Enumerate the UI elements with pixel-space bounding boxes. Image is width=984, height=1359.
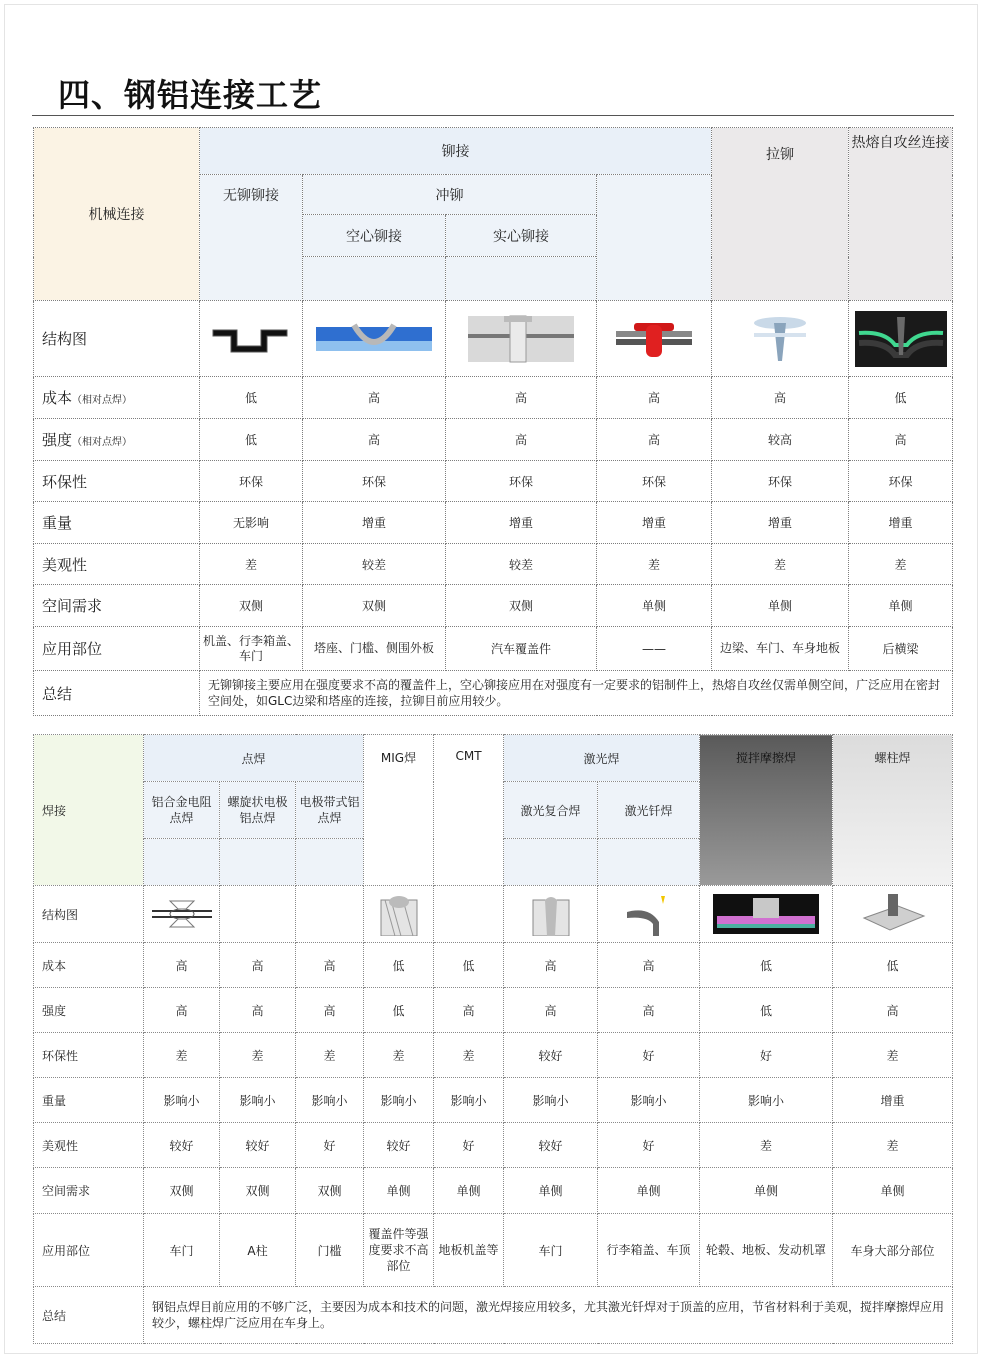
row-label-space: 空间需求 bbox=[34, 585, 200, 627]
cell: 高 bbox=[446, 377, 597, 419]
cell: 门槛 bbox=[296, 1214, 364, 1287]
hollow-rivet-diagram-icon bbox=[314, 319, 434, 359]
cell: 影响小 bbox=[598, 1078, 700, 1123]
cell: 较差 bbox=[303, 544, 446, 585]
diagram-al-spot bbox=[144, 886, 220, 943]
cell: 较好 bbox=[220, 1123, 296, 1168]
cell: 双侧 bbox=[200, 585, 303, 627]
row-label-application: 应用部位 bbox=[34, 627, 200, 671]
diagram-hollow-rivet bbox=[303, 301, 446, 377]
cell: 双侧 bbox=[220, 1168, 296, 1214]
cell: 高 bbox=[504, 988, 598, 1033]
header-spiral-electrode: 螺旋状电极铝点焊 bbox=[220, 782, 296, 839]
welding-summary: 钢铝点焊目前应用的不够广泛，主要因为成本和技术的问题，激光焊接应用较多，尤其激光钎焊对于顶盖的应用，节省材料利于美观，搅拌摩擦焊应用较少，螺柱焊广泛应用在车身上。 bbox=[144, 1287, 953, 1344]
diagram-spiral bbox=[220, 886, 296, 943]
cell: 高 bbox=[833, 988, 953, 1033]
cell: 影响小 bbox=[434, 1078, 504, 1123]
cell: 高 bbox=[597, 419, 712, 461]
cell: 好 bbox=[700, 1033, 833, 1078]
cell: 单侧 bbox=[598, 1168, 700, 1214]
cell: 高 bbox=[296, 988, 364, 1033]
row-label-appearance: 美观性 bbox=[34, 544, 200, 585]
cell: 环保 bbox=[712, 461, 849, 502]
cell: 差 bbox=[200, 544, 303, 585]
cell: 塔座、门槛、侧围外板 bbox=[303, 627, 446, 671]
header-stud: 螺柱焊 bbox=[833, 735, 953, 886]
header-hollow-blank bbox=[303, 257, 446, 301]
cell: 好 bbox=[434, 1123, 504, 1168]
row-label-environment: 环保性 bbox=[34, 461, 200, 502]
laser-braze-diagram-icon bbox=[625, 892, 673, 936]
header-friction-stir: 搅拌摩擦焊 bbox=[700, 735, 833, 886]
cell: 高 bbox=[434, 988, 504, 1033]
cell: 车门 bbox=[504, 1214, 598, 1287]
cell: 高 bbox=[296, 943, 364, 988]
cell: 车身大部分部位 bbox=[833, 1214, 953, 1287]
row-label-space: 空间需求 bbox=[34, 1168, 144, 1214]
header-tape-electrode: 电极带式铝点焊 bbox=[296, 782, 364, 839]
diagram-mig bbox=[364, 886, 434, 943]
cell: 好 bbox=[598, 1033, 700, 1078]
cell: 低 bbox=[833, 943, 953, 988]
cell: 环保 bbox=[597, 461, 712, 502]
cell: 影响小 bbox=[364, 1078, 434, 1123]
row-note: （相对点焊） bbox=[72, 395, 133, 406]
header-blank bbox=[220, 839, 296, 886]
cell: 环保 bbox=[446, 461, 597, 502]
cell: 影响小 bbox=[700, 1078, 833, 1123]
row-label-strength: 强度（相对点焊） bbox=[34, 419, 200, 461]
cell: 高 bbox=[220, 943, 296, 988]
cell: 高 bbox=[504, 943, 598, 988]
cell: 高 bbox=[144, 943, 220, 988]
diagram-stud bbox=[833, 886, 953, 943]
cell: 高 bbox=[849, 419, 953, 461]
cell: 覆盖件等强度要求不高部位 bbox=[364, 1214, 434, 1287]
cell: 较好 bbox=[504, 1033, 598, 1078]
cell: 汽车覆盖件 bbox=[446, 627, 597, 671]
cell: 低 bbox=[700, 943, 833, 988]
friction-stir-diagram-icon bbox=[713, 894, 819, 934]
cell: 增重 bbox=[849, 502, 953, 544]
cell: 低 bbox=[434, 943, 504, 988]
cell: 增重 bbox=[833, 1078, 953, 1123]
mechanical-category: 机械连接 bbox=[34, 128, 200, 301]
cell: 影响小 bbox=[220, 1078, 296, 1123]
cell: 双侧 bbox=[296, 1168, 364, 1214]
cell: 低 bbox=[200, 377, 303, 419]
cell: 增重 bbox=[303, 502, 446, 544]
header-punch-rivet: 冲铆 bbox=[303, 175, 597, 215]
header-blank bbox=[597, 175, 712, 301]
cell: 轮毂、地板、发动机罩 bbox=[700, 1214, 833, 1287]
header-blank bbox=[504, 839, 598, 886]
diagram-cmt bbox=[434, 886, 504, 943]
cell: 高 bbox=[303, 377, 446, 419]
cell: 较好 bbox=[144, 1123, 220, 1168]
laser-hybrid-diagram-icon bbox=[531, 892, 571, 936]
cell: 后横梁 bbox=[849, 627, 953, 671]
cell: 行李箱盖、车顶 bbox=[598, 1214, 700, 1287]
cell: 较好 bbox=[364, 1123, 434, 1168]
cell: 增重 bbox=[597, 502, 712, 544]
cell: 好 bbox=[598, 1123, 700, 1168]
cell: 影响小 bbox=[296, 1078, 364, 1123]
cell: 高 bbox=[446, 419, 597, 461]
header-al-resistance-spot: 铝合金电阻点焊 bbox=[144, 782, 220, 839]
diagram-laser-braze bbox=[598, 886, 700, 943]
header-mig: MIG焊 bbox=[364, 735, 434, 886]
cell: 单侧 bbox=[434, 1168, 504, 1214]
cell: 高 bbox=[712, 377, 849, 419]
cell: 低 bbox=[849, 377, 953, 419]
header-spot-weld: 点焊 bbox=[144, 735, 364, 782]
cell: 无影响 bbox=[200, 502, 303, 544]
cell: 高 bbox=[303, 419, 446, 461]
cell: 高 bbox=[598, 988, 700, 1033]
cell: 差 bbox=[833, 1033, 953, 1078]
cell: 双侧 bbox=[446, 585, 597, 627]
header-flow-drill-screw: 热熔自攻丝连接 bbox=[849, 128, 953, 301]
row-label-summary: 总结 bbox=[34, 671, 200, 716]
cell: 差 bbox=[833, 1123, 953, 1168]
cell: 低 bbox=[364, 988, 434, 1033]
cell: 车门 bbox=[144, 1214, 220, 1287]
cell: 较差 bbox=[446, 544, 597, 585]
header-blank bbox=[144, 839, 220, 886]
mechanical-summary: 无铆铆接主要应用在强度要求不高的覆盖件上，空心铆接应用在对强度有一定要求的铝制件上，热熔自攻丝仅需单侧空间，广泛应用在密封空间处，如GLC边梁和塔座的连接，拉铆目前应用较少。 bbox=[200, 671, 953, 716]
header-blind-rivet: 拉铆 bbox=[712, 128, 849, 301]
cell: 高 bbox=[598, 943, 700, 988]
diagram-solid-rivet bbox=[446, 301, 597, 377]
cell: 好 bbox=[296, 1123, 364, 1168]
cell: 高 bbox=[597, 377, 712, 419]
header-cmt: CMT bbox=[434, 735, 504, 886]
blind-rivet-diagram-icon bbox=[614, 317, 694, 361]
row-label-structure: 结构图 bbox=[34, 301, 200, 377]
row-label-application: 应用部位 bbox=[34, 1214, 144, 1287]
cell: 环保 bbox=[303, 461, 446, 502]
cell: 增重 bbox=[446, 502, 597, 544]
header-solid-rivet: 实心铆接 bbox=[446, 215, 597, 257]
header-solid-blank bbox=[446, 257, 597, 301]
header-laser-hybrid: 激光复合焊 bbox=[504, 782, 598, 839]
cell: 机盖、行李箱盖、车门 bbox=[200, 627, 303, 671]
diagram-clinch bbox=[200, 301, 303, 377]
header-blank bbox=[598, 839, 700, 886]
cell: 单侧 bbox=[504, 1168, 598, 1214]
cell: 双侧 bbox=[303, 585, 446, 627]
row-label-cost: 成本（相对点焊） bbox=[34, 377, 200, 419]
cell: 差 bbox=[712, 544, 849, 585]
row-label-structure: 结构图 bbox=[34, 886, 144, 943]
cell: 差 bbox=[144, 1033, 220, 1078]
page-title: 四、钢铝连接工艺 bbox=[58, 76, 323, 114]
diagram-flow-drill-screw bbox=[712, 301, 849, 377]
high-speed-nail-diagram-icon bbox=[855, 311, 947, 367]
flow-drill-screw-diagram-icon bbox=[740, 309, 820, 369]
cell: 单侧 bbox=[849, 585, 953, 627]
cell: 地板机盖等 bbox=[434, 1214, 504, 1287]
cell: 差 bbox=[700, 1123, 833, 1168]
diagram-friction-stir bbox=[700, 886, 833, 943]
row-label-environment: 环保性 bbox=[34, 1033, 144, 1078]
cell: 环保 bbox=[200, 461, 303, 502]
cell: 影响小 bbox=[504, 1078, 598, 1123]
cell: 低 bbox=[200, 419, 303, 461]
header-rivet: 铆接 bbox=[200, 128, 712, 175]
row-label-strength: 强度 bbox=[34, 988, 144, 1033]
spot-weld-diagram-icon bbox=[150, 899, 214, 929]
header-hollow-rivet: 空心铆接 bbox=[303, 215, 446, 257]
header-laser-braze: 激光钎焊 bbox=[598, 782, 700, 839]
solid-rivet-diagram-icon bbox=[466, 312, 576, 366]
clinch-diagram-icon bbox=[211, 322, 291, 356]
title-divider bbox=[32, 115, 954, 116]
stud-weld-diagram-icon bbox=[858, 892, 928, 936]
welding-category: 焊接 bbox=[34, 735, 144, 886]
cell: 差 bbox=[849, 544, 953, 585]
cell: 低 bbox=[364, 943, 434, 988]
cell: 影响小 bbox=[144, 1078, 220, 1123]
diagram-high-speed-nail bbox=[849, 301, 953, 377]
diagram-laser-hybrid bbox=[504, 886, 598, 943]
cell: 双侧 bbox=[144, 1168, 220, 1214]
cell: 单侧 bbox=[712, 585, 849, 627]
cell: 增重 bbox=[712, 502, 849, 544]
cell: 差 bbox=[296, 1033, 364, 1078]
cell: 差 bbox=[364, 1033, 434, 1078]
row-label-weight: 重量 bbox=[34, 502, 200, 544]
cell: 较高 bbox=[712, 419, 849, 461]
header-clinching: 无铆铆接 bbox=[200, 175, 303, 301]
cell: 差 bbox=[597, 544, 712, 585]
diagram-tape bbox=[296, 886, 364, 943]
cell: A柱 bbox=[220, 1214, 296, 1287]
row-label-weight: 重量 bbox=[34, 1078, 144, 1123]
row-label-appearance: 美观性 bbox=[34, 1123, 144, 1168]
cell: 低 bbox=[700, 988, 833, 1033]
cell: 差 bbox=[434, 1033, 504, 1078]
diagram-blind-rivet bbox=[597, 301, 712, 377]
cell: 高 bbox=[220, 988, 296, 1033]
cell: —— bbox=[597, 627, 712, 671]
cell: 差 bbox=[220, 1033, 296, 1078]
header-blank bbox=[296, 839, 364, 886]
cell: 较好 bbox=[504, 1123, 598, 1168]
row-label-cost: 成本 bbox=[34, 943, 144, 988]
row-label-summary: 总结 bbox=[34, 1287, 144, 1344]
cell: 单侧 bbox=[597, 585, 712, 627]
cell: 单侧 bbox=[700, 1168, 833, 1214]
mig-weld-diagram-icon bbox=[379, 892, 419, 936]
cell: 单侧 bbox=[364, 1168, 434, 1214]
header-laser: 激光焊 bbox=[504, 735, 700, 782]
cell: 单侧 bbox=[833, 1168, 953, 1214]
welding-table bbox=[33, 734, 953, 1344]
mechanical-joining-table bbox=[33, 127, 953, 716]
cell: 边梁、车门、车身地板 bbox=[712, 627, 849, 671]
cell: 环保 bbox=[849, 461, 953, 502]
cell: 高 bbox=[144, 988, 220, 1033]
row-note: （相对点焊） bbox=[72, 437, 133, 448]
